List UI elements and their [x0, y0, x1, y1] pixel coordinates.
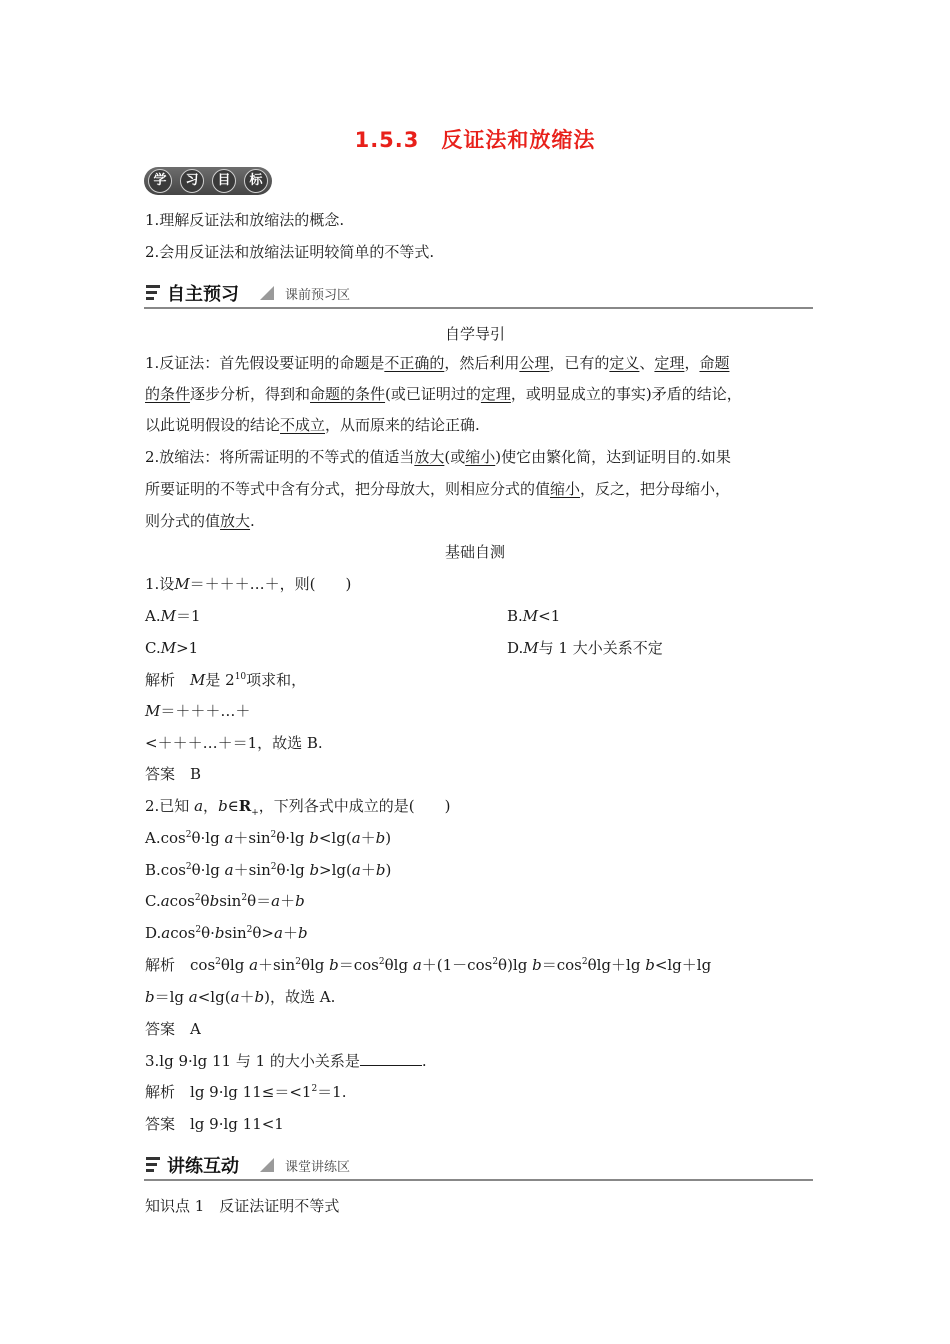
guide-p2-line3: 则分式的值放大.: [145, 512, 255, 530]
section-subtitle: 课堂讲练区: [285, 1160, 351, 1175]
q1-solution-3: <＋＋＋…＋＝1，故选 B.: [145, 734, 323, 752]
section-subtitle: 课前预习区: [285, 288, 351, 303]
q2-answer: 答案 A: [145, 1020, 201, 1038]
test-heading: 基础自测: [444, 543, 505, 561]
learning-goals-badge: [144, 167, 272, 195]
badge-char: 标: [244, 169, 268, 193]
badge-char: 学: [148, 169, 172, 193]
section-triangle-icon: [260, 1158, 274, 1172]
q2-option-b: $B.\cos^2\theta\cdot\lg$ $a+\sin^2\theta\cdot\lg$ b>lg(a＋b): [145, 861, 392, 879]
section-lines-icon: [146, 285, 160, 300]
q2-option-c: C.acos$^2$θbsin$^2$θ＝a＋b: [145, 892, 305, 910]
q1-option-d: D.M与 1 大小关系不定: [507, 639, 663, 657]
guide-p1-line1: 1.反证法：首先假设要证明的命题是不正确的，然后利用公理，已有的定义、定理，命题: [145, 354, 730, 372]
q1-option-b: B.M<1: [507, 607, 561, 625]
guide-heading: 自学导引: [444, 325, 505, 343]
objective-2: 2.会用反证法和放缩法证明较简单的不等式.: [145, 243, 435, 261]
badge-char: 习: [180, 169, 204, 193]
q2-stem: 2.已知 a，$b\in R_+$，下列各式中成立的是( ): [145, 797, 451, 818]
q1-stem: 1.设M＝＋＋＋…＋，则( ): [145, 575, 352, 593]
q1-option-a: A.M＝1: [145, 607, 201, 625]
q1-answer: 答案 B: [145, 765, 202, 783]
answer-blank[interactable]: [360, 1051, 422, 1066]
q1-solution-2: M＝＋＋＋…＋: [145, 702, 251, 720]
q3-stem: 3.lg 9·lg 11 与 1 的大小关系是 .: [145, 1052, 427, 1070]
section-lines-icon: [146, 1157, 160, 1172]
guide-p1-line3: 以此说明假设的结论不成立，从而原来的结论正确.: [145, 416, 480, 434]
q1-solution-1: 解析 M是 $2^{10}$项求和，: [145, 671, 307, 689]
guide-p1-line2: 的条件逐步分析，得到和命题的条件(或已证明过的定理，或明显成立的事实)矛盾的结论，: [145, 385, 742, 403]
q1-option-c: C.M>1: [145, 639, 199, 657]
page-title: 1.5.3 反证法和放缩法: [354, 128, 596, 152]
q3-solution: 解析 lg 9·lg $11\le=<1^2=1$.: [145, 1083, 347, 1101]
section-rule: [144, 307, 813, 309]
q2-solution-2: b＝lg a<lg(a＋b)，故选 A.: [145, 988, 336, 1006]
guide-p2-line2: 所要证明的不等式中含有分式，把分母放大，则相应分式的值缩小，反之，把分母缩小，: [145, 480, 731, 498]
section-title: 自主预习: [167, 284, 239, 305]
q2-solution-1: 解析 $\cos^2\theta\lg$ $a+\sin^2\theta\lg$ $b=\cos^2\theta\lg$ $a+(1-\cos^2\theta)\lg$ $b=\cos^2\theta\lg+\lg$ b<lg＋lg: [145, 956, 712, 974]
q3-answer: 答案 lg 9·lg 11<1: [145, 1115, 284, 1133]
section-rule: [144, 1179, 813, 1181]
badge-char: 目: [212, 169, 236, 193]
q2-option-d: D.acos$^2$θ·bsin$^2$θ>a＋b: [145, 924, 308, 942]
q2-option-a: $A.\cos^2\theta\cdot\lg$ $a+\sin^2\theta\cdot\lg$ b<lg(a＋b): [145, 829, 392, 847]
objective-1: 1.理解反证法和放缩法的概念.: [145, 211, 345, 229]
knowledge-point-1: 知识点 1 反证法证明不等式: [145, 1197, 340, 1215]
section-triangle-icon: [260, 286, 274, 300]
section-title: 讲练互动: [167, 1156, 239, 1177]
guide-p2-line1: 2.放缩法：将所需证明的不等式的值适当放大(或缩小)使它由繁化简，达到证明目的.如果: [145, 448, 731, 466]
section-header-class: [144, 1152, 813, 1178]
section-header-preview: [144, 280, 813, 306]
